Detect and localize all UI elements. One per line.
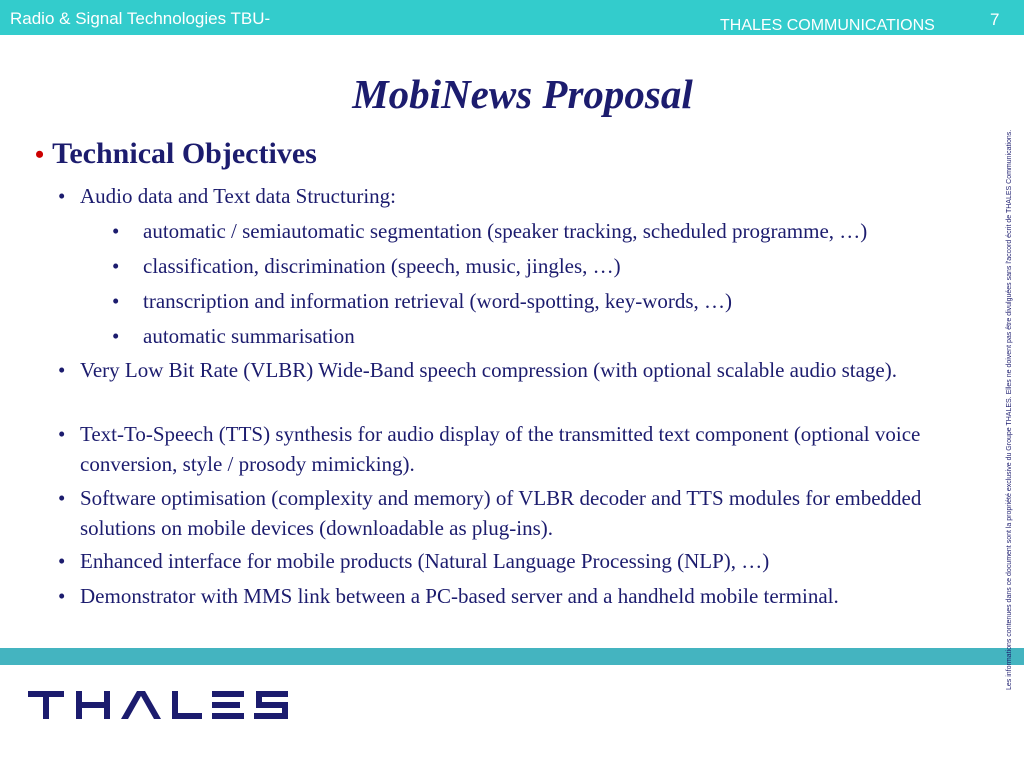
list-item: [58, 581, 973, 611]
sub-list-item-text: classification, discrimination (speech, music, jingles, …): [143, 254, 621, 278]
list-item-text: Very Low Bit Rate (VLBR) Wide-Band speech compression (with optional scalable audio stage).: [80, 358, 897, 382]
sub-list-bullet: •: [112, 219, 120, 243]
list-item: [58, 546, 973, 576]
list-item: [58, 483, 973, 543]
list-bullet: •: [58, 184, 66, 208]
header-company-text: THALES COMMUNICATIONS: [720, 17, 935, 34]
list-item-text: Demonstrator with MMS link between a PC-based server and a handheld mobile terminal.: [80, 584, 839, 608]
sub-list-bullet: •: [112, 254, 120, 278]
confidentiality-notice: Les informations contenues dans ce document sont la propriété exclusive du Groupe THALES. Elles ne doivent pas être divulguées sans l'accord écrit de THALES Communications.: [1006, 129, 1013, 690]
sub-list-item-text: automatic summarisation: [143, 324, 355, 348]
list-item-text: Text-To-Speech (TTS) synthesis for audio display of the transmitted text component (optional voice conversion, style / prosody mimicking).: [80, 422, 921, 476]
slide-title: MobiNews Proposal: [352, 71, 693, 117]
sub-list-item: [112, 286, 982, 316]
list-bullet: •: [58, 358, 66, 382]
sub-list-item: [112, 216, 982, 246]
header-left-text: Radio & Signal Technologies TBU-: [10, 9, 271, 28]
list-bullet: •: [58, 584, 66, 608]
list-item-text: Audio data and Text data Structuring:: [80, 184, 396, 208]
sub-list-bullet: •: [112, 289, 120, 313]
list-bullet: •: [58, 549, 66, 573]
sub-list-item: [112, 251, 982, 281]
section-bullet: •: [35, 140, 45, 169]
page-number: 7: [990, 10, 1000, 29]
sub-list-item-text: transcription and information retrieval (word-spotting, key-words, …): [143, 289, 733, 313]
list-item: [58, 355, 973, 385]
thales-logo-graphic: [28, 685, 298, 725]
list-item: [58, 181, 973, 211]
list-item-text: Software optimisation (complexity and memory) of VLBR decoder and TTS modules for embedded solutions on mobile devices (downloadable as plug-ins).: [80, 486, 922, 540]
sub-list-bullet: •: [112, 324, 120, 348]
list-item-text: Enhanced interface for mobile products (Natural Language Processing (NLP), …): [80, 549, 770, 573]
section-heading-text: Technical Objectives: [52, 137, 317, 170]
sub-list-item: [112, 321, 982, 351]
list-bullet: •: [58, 422, 66, 446]
list-bullet: •: [58, 486, 66, 510]
sub-list-item-text: automatic / semiautomatic segmentation (speaker tracking, scheduled programme, …): [143, 219, 868, 243]
list-item: [58, 419, 973, 479]
thales-logo: [28, 685, 298, 730]
footer-bar: [0, 648, 1024, 665]
section-heading: [35, 137, 317, 171]
